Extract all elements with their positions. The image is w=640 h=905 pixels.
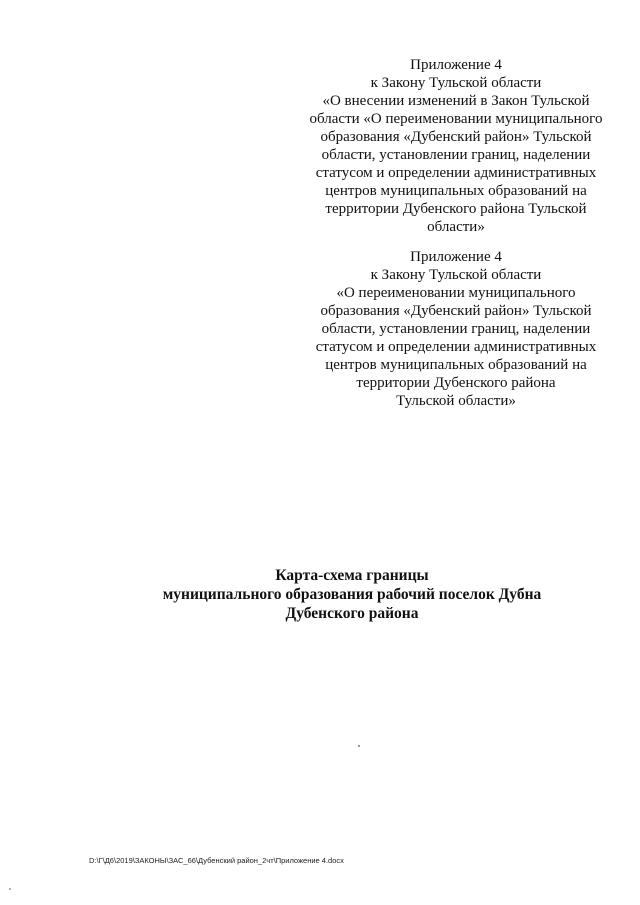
scan-speck	[9, 888, 11, 890]
appendix-line: центров муниципальных образований на	[325, 183, 587, 199]
appendix-line: Приложение 4	[410, 249, 502, 265]
appendix-header-original-law	[300, 248, 612, 410]
map-title-line: муниципального образования рабочий поселок Дубна	[162, 586, 542, 603]
appendix-line: центров муниципальных образований на	[325, 357, 587, 373]
appendix-line: статусом и определении административных	[315, 339, 597, 355]
map-title-line: Дубенского района	[285, 605, 419, 622]
appendix-line: образования «Дубенский район» Тульской	[320, 303, 592, 319]
map-title-line: Карта-схема границы	[275, 567, 429, 584]
appendix-line: образования «Дубенский район» Тульской	[320, 129, 592, 145]
appendix-line: к Закону Тульской области	[370, 75, 542, 91]
appendix-line: территории Дубенского района	[356, 375, 556, 391]
appendix-line: Приложение 4	[410, 57, 502, 73]
appendix-line: к Закону Тульской области	[370, 267, 542, 283]
appendix-line: области, установлении границ, наделении	[321, 321, 591, 337]
appendix-header-amending-law	[300, 56, 612, 236]
appendix-line: Тульской области»	[396, 393, 516, 409]
appendix-line: «О внесении изменений в Закон Тульской	[322, 93, 590, 109]
appendix-line: области «О переименовании муниципального	[309, 111, 603, 127]
appendix-line: «О переименовании муниципального	[336, 285, 576, 301]
scan-speck	[358, 745, 360, 747]
appendix-line: области»	[427, 219, 485, 235]
map-title	[0, 566, 640, 623]
appendix-line: территории Дубенского района Тульской	[325, 201, 587, 217]
appendix-line: статусом и определении административных	[315, 165, 597, 181]
appendix-line: области, установлении границ, наделении	[321, 147, 591, 163]
footer-file-path: D:\Г\Д6\2019\ЗАКОНЫ\ЗАС_66\Дубенский район_2чт\Приложение 4.docx	[89, 856, 344, 865]
